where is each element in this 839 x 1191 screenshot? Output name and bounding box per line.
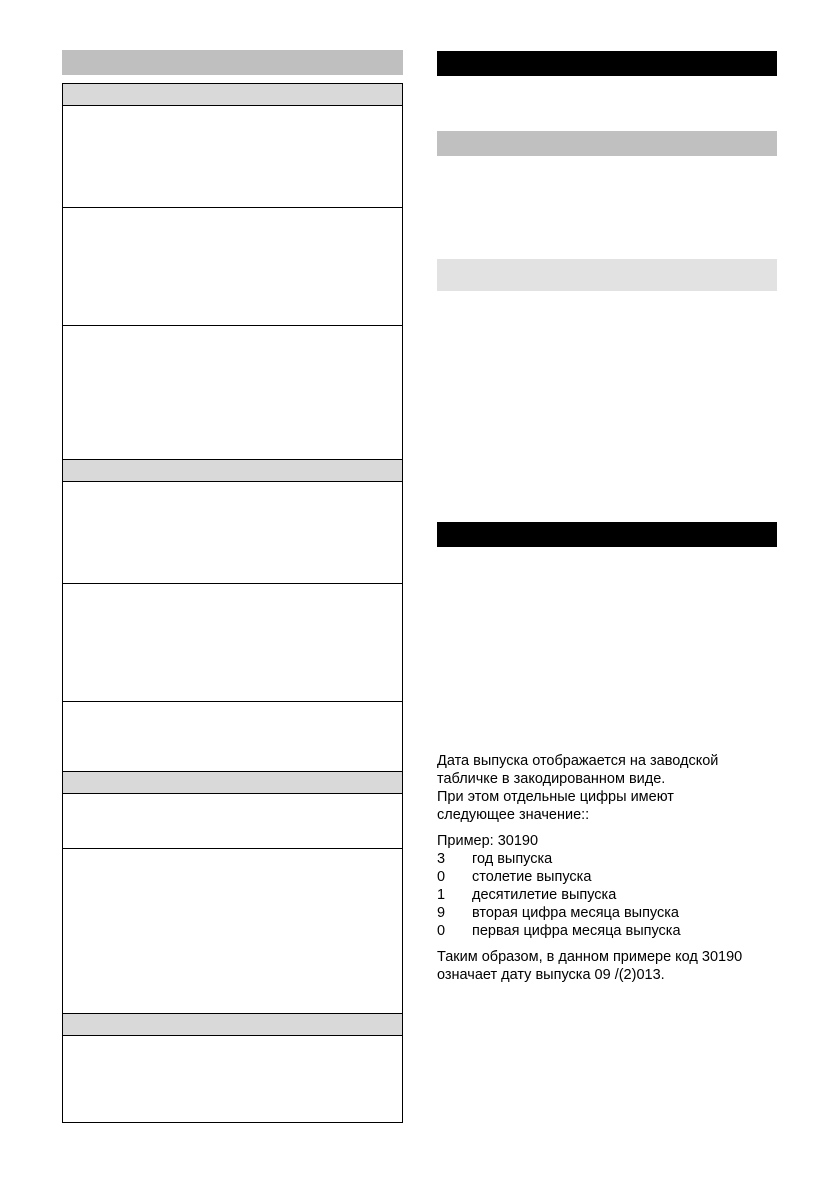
table-row <box>63 584 402 702</box>
table-row <box>63 794 402 849</box>
example-label: Пример: 30190 <box>437 833 539 849</box>
table-group-header <box>63 460 402 482</box>
section-header-black <box>437 522 777 547</box>
section-header-black <box>437 51 777 76</box>
table-row <box>63 702 402 772</box>
conclusion-line: означает дату выпуска 09 /(2)013. <box>437 967 665 983</box>
section-subheader-light-grey <box>437 259 777 291</box>
code-digit-row <box>437 922 782 940</box>
table-row <box>63 1036 402 1122</box>
code-digit-row <box>437 868 782 886</box>
table-row <box>63 326 402 460</box>
code-digit-meaning: вторая цифра месяца выпуска <box>472 905 680 921</box>
left-section-header-bar <box>62 50 403 75</box>
conclusion-line: Таким образом, в данном примере код 30190 <box>437 949 743 965</box>
code-digit-row <box>437 904 782 922</box>
code-digit-row <box>437 886 782 904</box>
table-row <box>63 208 402 326</box>
code-digit-meaning: год выпуска <box>472 851 553 867</box>
code-digit: 3 <box>437 851 446 867</box>
intro-line: Дата выпуска отображается на заводской <box>437 753 719 769</box>
code-digit-row <box>437 850 782 868</box>
intro-line: следующее значение:: <box>437 807 590 823</box>
table-row <box>63 849 402 1014</box>
section-subheader-grey <box>437 131 777 156</box>
code-digit: 9 <box>437 905 446 921</box>
code-digit: 0 <box>437 869 446 885</box>
code-digit-meaning: первая цифра месяца выпуска <box>472 923 681 939</box>
date-code-explanation <box>437 752 782 984</box>
table-group-header <box>63 772 402 794</box>
code-digit-meaning: столетие выпуска <box>472 869 592 885</box>
intro-line: табличке в закодированном виде. <box>437 771 666 787</box>
intro-line: При этом отдельные цифры имеют <box>437 789 674 805</box>
table-group-header <box>63 84 402 106</box>
troubleshooting-table <box>62 83 403 1123</box>
code-digit: 0 <box>437 923 446 939</box>
table-row <box>63 482 402 584</box>
table-row <box>63 106 402 208</box>
code-digit: 1 <box>437 887 446 903</box>
code-digit-meaning: десятилетие выпуска <box>472 887 617 903</box>
table-group-header <box>63 1014 402 1036</box>
